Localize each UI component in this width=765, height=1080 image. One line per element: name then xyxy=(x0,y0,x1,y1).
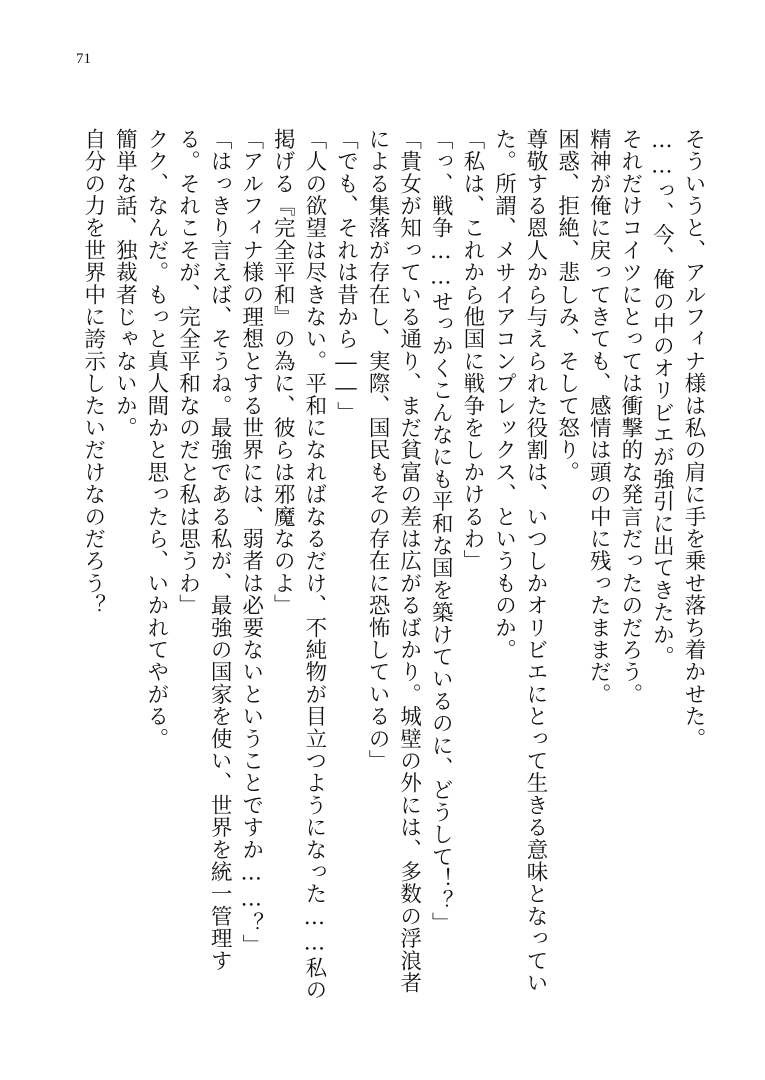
paragraph: それだけコイツにとっては衝撃的な発言だったのだろう。 xyxy=(617,128,643,706)
dialogue-line: 「アルフィナ様の理想とする世界には、弱者は必要ないということですか……？」 xyxy=(238,128,264,957)
paragraph: 精神が俺に戻ってきても、感情は頭の中に残ったままだ。 xyxy=(586,128,612,706)
paragraph: 尊敬する恩人から与えられた役割は、いつしかオリビエにとって生きる意味となっていた。所謂、メサイアコンプレックス、というものか。 xyxy=(491,128,549,994)
dialogue-line: 「貴女が知っている通り、まだ貧富の差は広がるばかり。城壁の外には、多数の浮浪者による集落が存在し、実際、国民もその存在に恐怖しているの」 xyxy=(365,128,422,994)
paragraph: そういうと、アルフィナ様は私の肩に手を乗せ落ち着かせた。 xyxy=(681,128,706,750)
paragraph: ……っ、今、俺の中のオリビエが強引に出てきたか。 xyxy=(649,128,675,668)
paragraph: クク、なんだ。もっと真人間かと思ったら、いかれてやがる。 xyxy=(143,128,169,750)
paragraph: 簡単な話、独裁者じゃないか。 xyxy=(112,128,138,439)
dialogue-line: 「はっきり言えば、そうね。最強である私が、最強の国家を使い、世界を統一管理する。それこそが、完全平和なのだと私は思うわ」 xyxy=(175,128,233,972)
dialogue-line: 「っ、戦争……せっかくこんなにも平和な国を築けているのに、どうして！？」 xyxy=(428,128,454,935)
dialogue-line: 「でも、それは昔から――」 xyxy=(333,128,359,424)
vertical-text-block xyxy=(69,128,709,1008)
dialogue-line: 「人の欲望は尽きない。平和になればなるだけ、不純物が目立つようになった……私の掲げる『完全平和』の為に、彼らは邪魔なのよ」 xyxy=(270,128,327,1001)
paragraph: 自分の力を世界中に誇示したいだけなのだろう？ xyxy=(80,128,106,617)
paragraph: 困惑、拒絶、悲しみ、そして怒り。 xyxy=(554,128,580,484)
dialogue-line: 「私は、これから他国に戦争をしかけるわ」 xyxy=(459,128,485,572)
page-number: 71 xyxy=(76,51,91,67)
